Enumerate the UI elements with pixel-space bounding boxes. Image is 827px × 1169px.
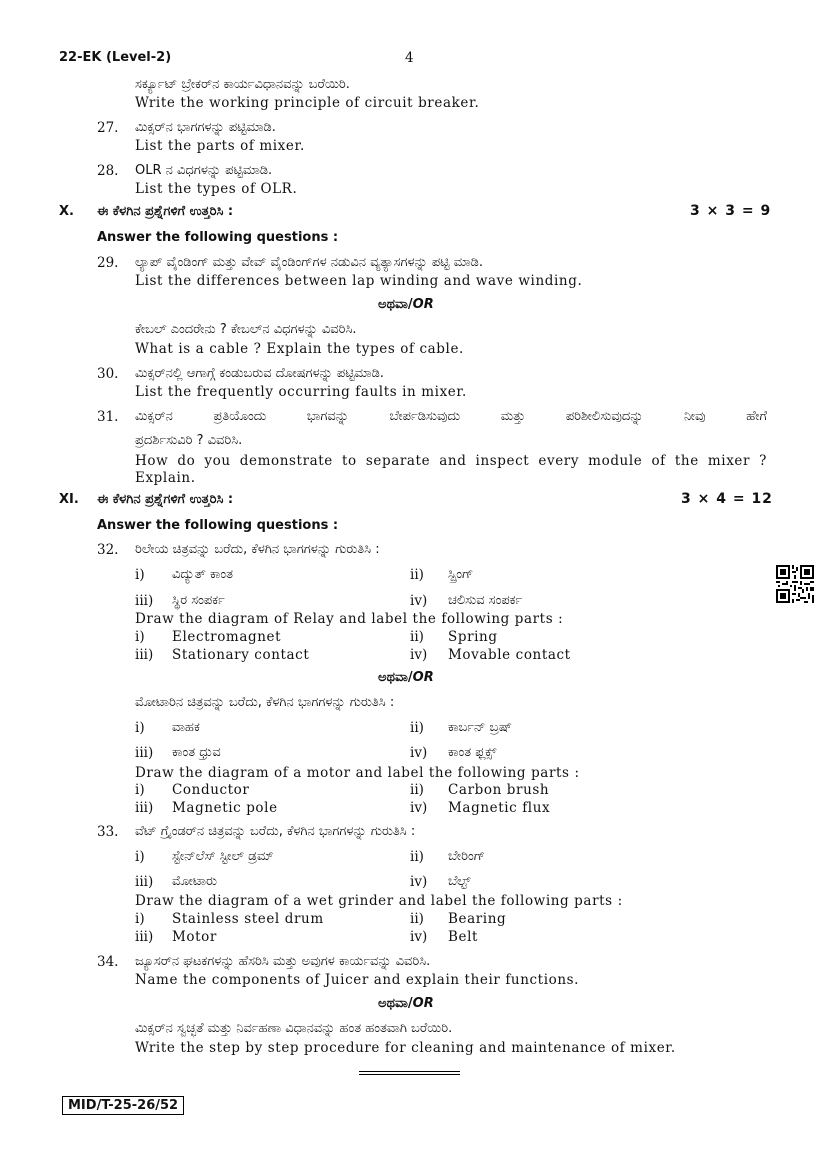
question-text-en: How do you demonstrate to separate and inspect every module of the mixer ?	[135, 453, 767, 469]
question-text-kn: ಮಿಕ್ಸರ್‌ನಲ್ಲಿ ಆಗಾಗ್ಗೆ ಕಂಡುಬರುವ ದೋಷಗಳನ್ನು ಪಟ್ಟಿಮಾಡಿ.	[135, 366, 384, 381]
page-number: 4	[405, 50, 414, 66]
part-number: ii)	[410, 720, 424, 736]
part-label-en: Magnetic flux	[448, 800, 551, 816]
part-label-en: Magnetic pole	[172, 800, 278, 816]
part-number: iii)	[135, 647, 154, 663]
part-label-kn: ಕಾಂತ ಫ್ಲಕ್ಸ್	[448, 745, 497, 760]
part-label-kn: ಮೋಟಾರು	[172, 874, 218, 889]
or-divider: ಅಥವಾ/OR	[378, 670, 434, 685]
question-number: 27.	[97, 120, 119, 136]
part-label-kn: ಸ್ಥಿರ ಸಂಪರ್ಕ	[172, 593, 225, 608]
question-text-kn: ಲ್ಯಾಪ್ ವೈಂಡಿಂಗ್ ಮತ್ತು ವೇವ್ ವೈಂಡಿಂಗ್‌ಗಳ ನಡುವಿನ ವ್ಯತ್ಯಾಸಗಳನ್ನು ಪಟ್ಟಿ ಮಾಡಿ.	[135, 255, 483, 270]
part-label-en: Stainless steel drum	[172, 911, 324, 927]
part-label-en: Electromagnet	[172, 629, 282, 645]
part-label-en: Stationary contact	[172, 647, 310, 663]
part-label-en: Conductor	[172, 782, 250, 798]
question-text-kn: ಸರ್ಕ್ಯೂಟ್ ಬ್ರೇಕರ್‌ನ ಕಾರ್ಯವಿಧಾನವನ್ನು ಬರೆಯಿರಿ.	[135, 77, 350, 92]
part-number: i)	[135, 849, 145, 865]
part-label-kn: ಕಾರ್ಬನ್ ಬ್ರಷ್	[448, 720, 512, 735]
question-number: 34.	[97, 954, 119, 970]
question-number: 32.	[97, 542, 119, 558]
end-rule	[359, 1074, 460, 1075]
question-text-en: Explain.	[135, 470, 196, 486]
question-text-kn: ರಿಲೇಯ ಚಿತ್ರವನ್ನು ಬರೆದು, ಕೆಳಗಿನ ಭಾಗಗಳನ್ನು ಗುರುತಿಸಿ :	[135, 542, 380, 557]
part-label-en: Bearing	[448, 911, 507, 927]
part-number: i)	[135, 567, 145, 583]
question-text-en: List the parts of mixer.	[135, 138, 305, 154]
part-label-en: Belt	[448, 929, 479, 945]
part-number: iv)	[410, 929, 428, 945]
part-number: iii)	[135, 874, 154, 890]
question-text-kn: ಜ್ಯೂಸರ್‌ನ ಘಟಕಗಳನ್ನು ಹೆಸರಿಸಿ ಮತ್ತು ಅವುಗಳ ಕಾರ್ಯವನ್ನು ವಿವರಿಸಿ.	[135, 954, 431, 969]
alt-question-text-en: Draw the diagram of a motor and label the following parts :	[135, 765, 580, 781]
end-rule	[359, 1071, 460, 1072]
question-number: 31.	[97, 409, 119, 425]
section-marks: 3 × 3 = 9	[690, 203, 772, 219]
part-label-kn: ವಿದ್ಯುತ್ ಕಾಂತ	[172, 567, 234, 582]
question-text-en: Draw the diagram of a wet grinder and label the following parts :	[135, 893, 623, 909]
part-number: ii)	[410, 782, 424, 798]
section-marks: 3 × 4 = 12	[681, 491, 773, 507]
qr-code-icon	[776, 565, 814, 603]
part-number: iii)	[135, 800, 154, 816]
part-label-en: Carbon brush	[448, 782, 550, 798]
part-number: iii)	[135, 929, 154, 945]
paper-code: 22-EK (Level-2)	[59, 50, 172, 65]
part-label-en: Spring	[448, 629, 498, 645]
part-number: iv)	[410, 745, 428, 761]
part-number: i)	[135, 782, 145, 798]
footer-code: MID/T-25-26/52	[62, 1096, 184, 1115]
question-text-en: List the differences between lap winding and wave winding.	[135, 273, 583, 289]
question-number: 29.	[97, 255, 119, 271]
part-label-en: Motor	[172, 929, 217, 945]
part-number: ii)	[410, 849, 424, 865]
part-number: i)	[135, 720, 145, 736]
or-divider: ಅಥವಾ/OR	[378, 297, 434, 312]
or-divider: ಅಥವಾ/OR	[378, 996, 434, 1011]
section-instruction-en: Answer the following questions :	[97, 518, 339, 533]
part-number: ii)	[410, 911, 424, 927]
part-number: i)	[135, 911, 145, 927]
part-number: ii)	[410, 567, 424, 583]
part-number: iv)	[410, 874, 428, 890]
section-label: XI.	[59, 492, 79, 507]
section-instruction-kn: ಈ ಕೆಳಗಿನ ಪ್ರಶ್ನೆಗಳಿಗೆ ಉತ್ತರಿಸಿ :	[97, 492, 234, 507]
part-number: iv)	[410, 800, 428, 816]
question-text-kn: ಪ್ರದರ್ಶಿಸುವಿರಿ ? ವಿವರಿಸಿ.	[135, 433, 243, 448]
part-label-kn: ಬೆಲ್ಟ್	[448, 874, 471, 889]
alt-question-text-en: Write the step by step procedure for cleaning and maintenance of mixer.	[135, 1040, 676, 1056]
part-number: iii)	[135, 593, 154, 609]
section-label: X.	[59, 204, 74, 219]
question-number: 28.	[97, 163, 119, 179]
alt-question-text-kn: ಮಿಕ್ಸರ್‌ನ ಸ್ವಚ್ಛತೆ ಮತ್ತು ನಿರ್ವಹಣಾ ವಿಧಾನವನ್ನು ಹಂತ ಹಂತವಾಗಿ ಬರೆಯಿರಿ.	[135, 1021, 453, 1036]
part-number: iv)	[410, 647, 428, 663]
question-text-kn: ವೆಟ್ ಗ್ರೈಂಡರ್‌ನ ಚಿತ್ರವನ್ನು ಬರೆದು, ಕೆಳಗಿನ ಭಾಗಗಳನ್ನು ಗುರುತಿಸಿ :	[135, 824, 416, 839]
alt-question-text-kn: ಮೋಟಾರಿನ ಚಿತ್ರವನ್ನು ಬರೆದು, ಕೆಳಗಿನ ಭಾಗಗಳನ್ನು ಗುರುತಿಸಿ :	[135, 695, 395, 710]
part-number: i)	[135, 629, 145, 645]
alt-question-text-en: What is a cable ? Explain the types of cable.	[135, 341, 464, 357]
question-number: 30.	[97, 366, 119, 382]
part-label-kn: ಚಲಿಸುವ ಸಂಪರ್ಕ	[448, 593, 523, 608]
part-label-kn: ಕಾಂತ ಧ್ರುವ	[172, 745, 221, 760]
section-instruction-en: Answer the following questions :	[97, 230, 339, 245]
part-label-kn: ಸ್ಪ್ರಿಂಗ್	[448, 567, 474, 582]
question-text-kn: ಮಿಕ್ಸರ್‌ನ ಪ್ರತಿಯೊಂದು ಭಾಗವನ್ನು ಬೇರ್ಪಡಿಸುವುದು ಮತ್ತು ಪರಿಶೀಲಿಸುವುದನ್ನು ನೀವು ಹೇಗೆ	[135, 409, 767, 424]
question-text-en: Write the working principle of circuit breaker.	[135, 95, 480, 111]
question-text-en: Name the components of Juicer and explain their functions.	[135, 972, 580, 988]
part-number: iii)	[135, 745, 154, 761]
part-number: iv)	[410, 593, 428, 609]
part-label-kn: ವಾಹಕ	[172, 720, 200, 735]
question-text-en: Draw the diagram of Relay and label the following parts :	[135, 611, 564, 627]
part-label-en: Movable contact	[448, 647, 571, 663]
alt-question-text-kn: ಕೇಬಲ್ ಎಂದರೇನು ? ಕೇಬಲ್‌ನ ವಿಧಗಳನ್ನು ವಿವರಿಸಿ.	[135, 322, 357, 337]
part-label-kn: ಬೇರಿಂಗ್	[448, 849, 486, 864]
question-text-kn: OLR ನ ವಿಧಗಳನ್ನು ಪಟ್ಟಿಮಾಡಿ.	[135, 163, 273, 178]
question-text-en: List the frequently occurring faults in mixer.	[135, 384, 467, 400]
question-text-kn: ಮಿಕ್ಸರ್‌ನ ಭಾಗಗಳನ್ನು ಪಟ್ಟಿಮಾಡಿ.	[135, 120, 276, 135]
question-number: 33.	[97, 824, 119, 840]
part-number: ii)	[410, 629, 424, 645]
question-text-en: List the types of OLR.	[135, 181, 298, 197]
part-label-kn: ಸ್ಟೇನ್‌ಲೆಸ್ ಸ್ಟೀಲ್ ಡ್ರಮ್	[172, 849, 274, 864]
section-instruction-kn: ಈ ಕೆಳಗಿನ ಪ್ರಶ್ನೆಗಳಿಗೆ ಉತ್ತರಿಸಿ :	[97, 204, 234, 219]
